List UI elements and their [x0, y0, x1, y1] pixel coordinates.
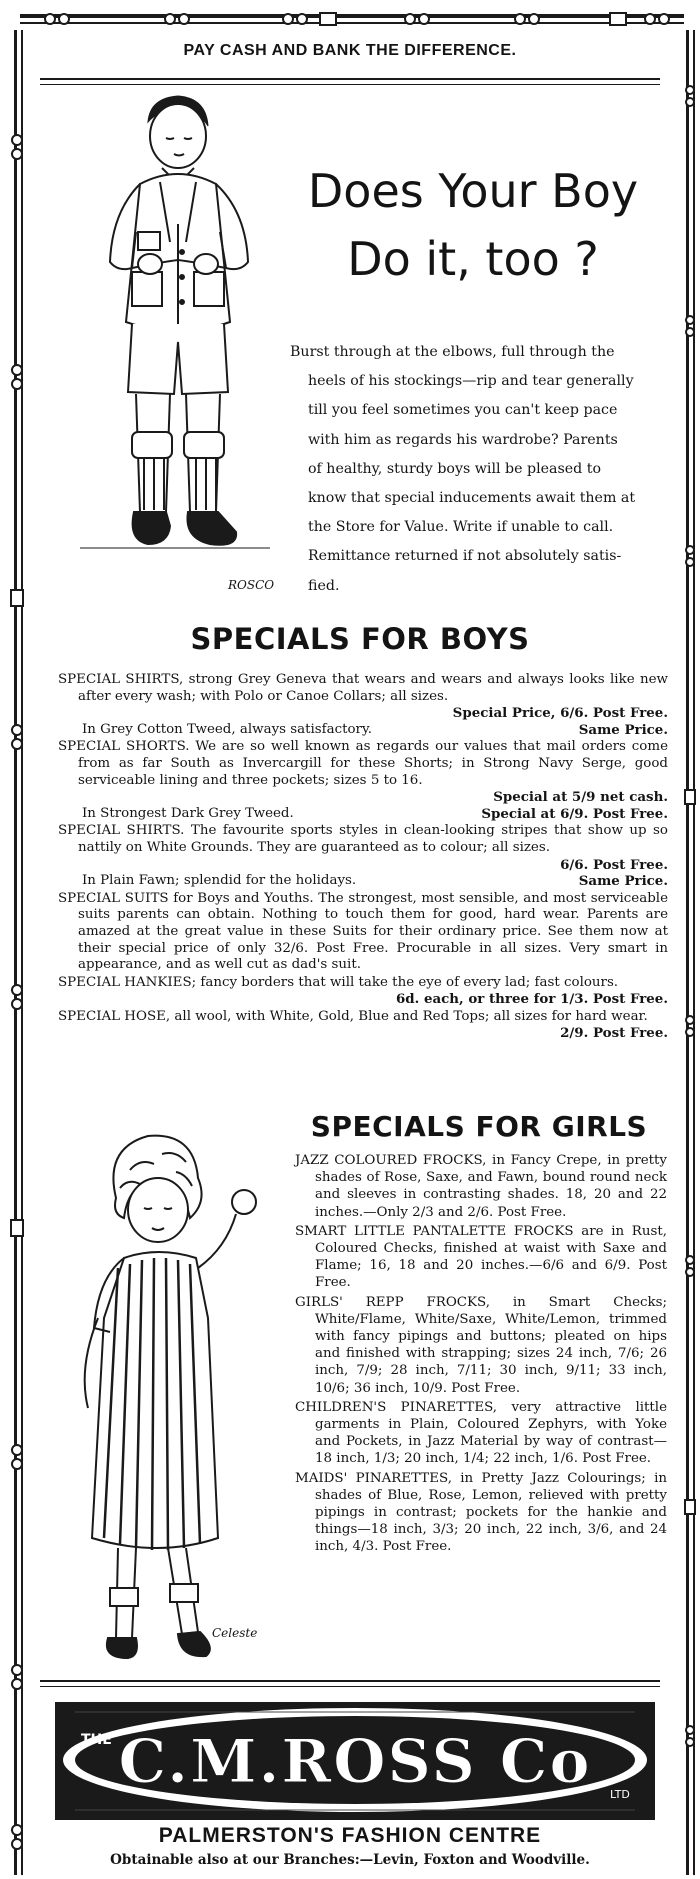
- boy-illustration: [70, 92, 280, 612]
- logo-the: THE: [81, 1732, 112, 1748]
- variant-description: In Grey Cotton Tweed, always satisfactory.: [82, 721, 372, 737]
- intro-line: of healthy, sturdy boys will be pleased to: [308, 460, 601, 477]
- boy-headline-line1: Does Your Boy: [307, 164, 639, 218]
- logo-name: C.M.ROSS Co: [118, 1727, 592, 1797]
- divider-rule: [40, 1680, 660, 1682]
- intro-line: Remittance returned if not absolutely satis-: [308, 548, 622, 565]
- boy-headline-line2: Do it, too ?: [347, 232, 599, 286]
- ornamental-border-top: [20, 8, 684, 34]
- variant-description: In Strongest Dark Grey Tweed.: [82, 805, 294, 821]
- intro-line: with him as regards his wardrobe? Parents: [308, 431, 618, 448]
- item-description: SPECIAL HANKIES; fancy borders that will take the eye of every lad; fast colours.: [58, 974, 619, 990]
- intro-line: Burst through at the elbows, full through the: [290, 344, 615, 360]
- item-price: 6/6. Post Free.: [560, 856, 668, 873]
- item-description: SPECIAL SUITS for Boys and Youths. The strongest, most sensible, and most serviceable suits parents can obtain. Nothing to touch them for good, hard wear. Parents are amazed at the great value in these Suits for their ordinary price. See them now at their special price of only 32/6. Post Free. Procurable in all sizes. Very smart in appearance, and as well cut as dad's suit.: [58, 890, 668, 973]
- item-description: SPECIAL SHORTS. We are so well known as regards our values that mail orders come from as far South as Invercargill for these Shorts; in Strong Navy Serge, good serviceable lining and three pockets; sizes 5 to 16.: [58, 739, 668, 788]
- boys-section-heading: SPECIALS FOR BOYS: [190, 622, 530, 656]
- logo-ltd: LTD: [610, 1788, 630, 1801]
- list-item: MAIDS' PINARETTES, in Pretty Jazz Colourings; in shades of Blue, Rose, Lemon, relieved with pretty pipings in contrast; pockets for the hankie and things—18 inch, 3/3; 20 inch, 22 inch, 3/6, and 24 inch, 4/3. Post Free.: [295, 1470, 667, 1555]
- item-description: SPECIAL SHIRTS. The favourite sports styles in clean-looking stripes that show up so nattily on White Grounds. They are guaranteed as to colour; all sizes.: [58, 823, 668, 855]
- boy-intro-paragraph: [290, 338, 665, 601]
- item-variant: [58, 873, 668, 890]
- divider-rule: [40, 78, 660, 80]
- girls-section-heading: SPECIALS FOR GIRLS: [310, 1110, 648, 1143]
- item-description: SPECIAL HOSE, all wool, with White, Gold, Blue and Red Tops; all sizes for hard wear.: [58, 1008, 648, 1024]
- variant-price: Same Price.: [578, 721, 668, 738]
- boy-artist-signature: ROSCO: [228, 578, 275, 592]
- variant-description: In Plain Fawn; splendid for the holidays.: [82, 873, 357, 889]
- intro-line: till you feel sometimes you can't keep pace: [308, 402, 618, 419]
- item-price: 2/9. Post Free.: [560, 1025, 668, 1042]
- divider-rule: [40, 84, 660, 85]
- variant-price: Same Price.: [578, 873, 668, 890]
- intro-line: heels of his stockings—rip and tear generally: [308, 373, 634, 390]
- girl-illustration: [58, 1118, 298, 1678]
- cm-ross-logo: [55, 1702, 655, 1820]
- item-variant: [58, 722, 668, 739]
- list-item: [58, 823, 668, 889]
- ornamental-border-right: [682, 30, 700, 1875]
- list-item: JAZZ COLOURED FROCKS, in Fancy Crepe, in pretty shades of Rose, Saxe, and Fawn, bound round neck and sleeves in contrasting shades. 18, 20 and 22 inches.—Only 2/3 and 2/6. Post Free.: [295, 1153, 667, 1220]
- girl-artist-signature: Celeste: [212, 1626, 258, 1640]
- boys-specials-list: [58, 672, 668, 1043]
- list-item: [58, 975, 668, 1008]
- list-item: [58, 739, 668, 822]
- list-item: [58, 891, 668, 974]
- intro-line: the Store for Value. Write if unable to call.: [308, 519, 614, 536]
- item-price: 6d. each, or three for 1/3. Post Free.: [395, 991, 668, 1008]
- item-price: Special at 5/9 net cash.: [493, 789, 668, 806]
- slogan-banner: PAY CASH AND BANK THE DIFFERENCE.: [183, 42, 517, 59]
- list-item: [58, 672, 668, 738]
- fashion-centre-tagline: PALMERSTON'S FASHION CENTRE: [158, 1824, 542, 1847]
- list-item: SMART LITTLE PANTALETTE FROCKS are in Rust, Coloured Checks, finished at waist with Saxe and Flame; 16, 18 and 20 inches.—6/6 and 6/9. Post Free.: [295, 1223, 667, 1291]
- ornamental-border-left: [4, 30, 30, 1875]
- girls-specials-list: [295, 1152, 667, 1558]
- list-item: GIRLS' REPP FROCKS, in Smart Checks; White/Flame, White/Saxe, White/Lemon, trimmed with fancy pipings and buttons; pleated on hips and finished with strapping; sizes 24 inch, 7/6; 26 inch, 7/9; 28 inch, 7/11; 30 inch, 9/11; 33 inch, 10/6; 36 inch, 10/9. Post Free.: [295, 1294, 667, 1396]
- variant-price: Special at 6/9. Post Free.: [481, 805, 668, 822]
- item-description: SPECIAL SHIRTS, strong Grey Geneva that wears and wears and always looks like new after every wash; with Polo or Canoe Collars; all sizes.: [58, 672, 668, 704]
- intro-line: fied.: [308, 577, 340, 594]
- item-price: Special Price, 6/6. Post Free.: [452, 705, 668, 722]
- branches-line: Obtainable also at our Branches:—Levin, Foxton and Woodville.: [110, 1852, 590, 1868]
- list-item: CHILDREN'S PINARETTES, very attractive little garments in Plain, Coloured Zephyrs, with Yoke and Pockets, in Jazz Material by way of contrast—18 inch, 1/3; 20 inch, 1/4; 22 inch, 1/6. Post Free.: [295, 1399, 667, 1467]
- list-item: [58, 1009, 668, 1042]
- divider-rule: [40, 1686, 660, 1687]
- item-variant: [58, 806, 668, 823]
- intro-line: know that special inducements await them at: [308, 490, 636, 507]
